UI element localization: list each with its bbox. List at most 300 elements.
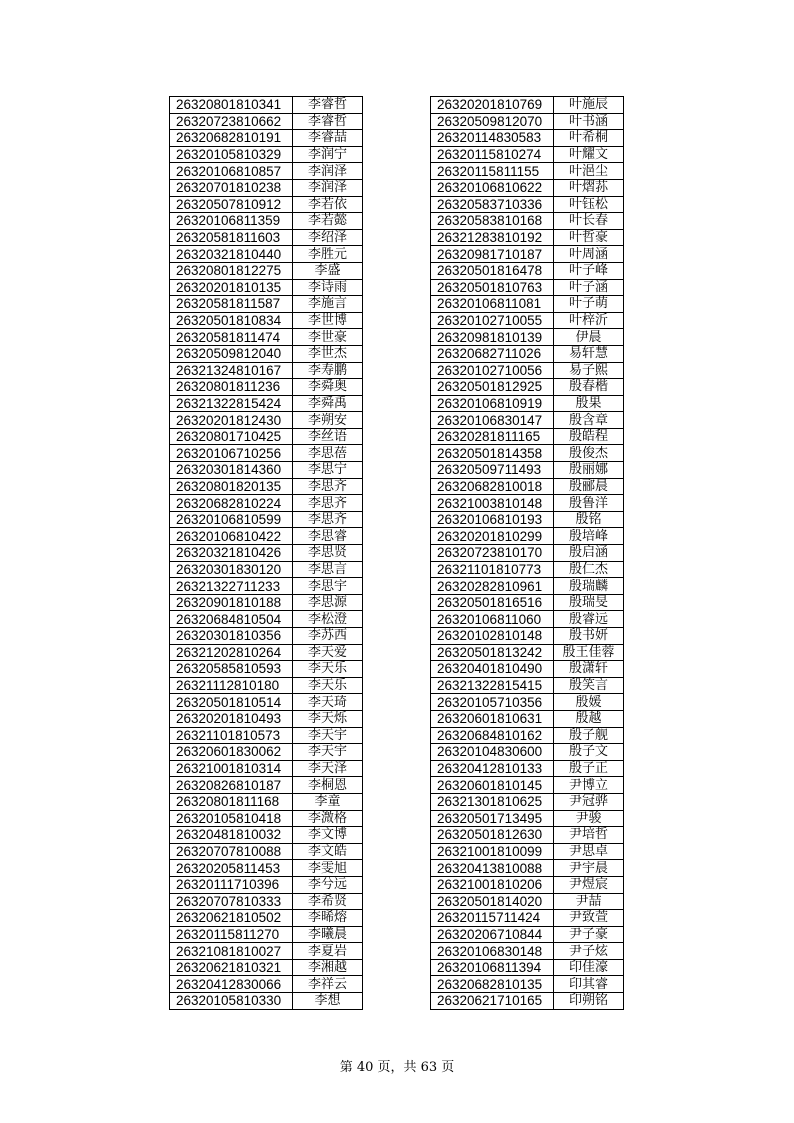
candidate-name-cell: 殷仁杰 (554, 561, 624, 578)
table-row (170, 163, 363, 180)
candidate-name-cell: 李思齐 (293, 478, 363, 495)
candidate-name-cell: 叶耀文 (554, 146, 624, 163)
candidate-id-cell: 26320104830600 (431, 744, 554, 761)
candidate-id-cell: 26321324810167 (170, 362, 293, 379)
candidate-name-cell: 叶哲豪 (554, 229, 624, 246)
table-row (431, 860, 624, 877)
candidate-name-cell: 李睿喆 (293, 130, 363, 147)
candidate-name-cell: 殷王佳蓉 (554, 644, 624, 661)
table-row (431, 528, 624, 545)
candidate-name-cell: 李寿鹏 (293, 362, 363, 379)
candidate-name-cell: 殷媛 (554, 694, 624, 711)
table-row (431, 428, 624, 445)
candidate-id-cell: 26320106811081 (431, 296, 554, 313)
candidate-id-cell: 26320507810912 (170, 196, 293, 213)
table-row (170, 727, 363, 744)
table-row (170, 777, 363, 794)
table-row (431, 279, 624, 296)
candidate-name-cell: 李童 (293, 793, 363, 810)
candidate-name-cell: 李世博 (293, 312, 363, 329)
table-row (170, 379, 363, 396)
candidate-id-cell: 26321001810314 (170, 760, 293, 777)
candidate-id-cell: 26320501813242 (431, 644, 554, 661)
table-row (431, 843, 624, 860)
candidate-id-cell: 26320707810333 (170, 893, 293, 910)
candidate-id-cell: 26320509812070 (431, 113, 554, 130)
candidate-id-cell: 26320111710396 (170, 876, 293, 893)
candidate-id-cell: 26320481810032 (170, 827, 293, 844)
candidate-name-cell: 李思言 (293, 561, 363, 578)
candidate-id-cell: 26320105810418 (170, 810, 293, 827)
table-row (170, 810, 363, 827)
candidate-name-cell: 李祥云 (293, 976, 363, 993)
candidate-name-cell: 李润泽 (293, 179, 363, 196)
candidate-id-cell: 26320621710165 (431, 993, 554, 1010)
table-row (431, 628, 624, 645)
candidate-name-cell: 李湘越 (293, 959, 363, 976)
candidate-name-cell: 李夏岩 (293, 943, 363, 960)
table-row (170, 296, 363, 313)
candidate-id-cell: 26321322711233 (170, 578, 293, 595)
candidate-id-cell: 26320106710256 (170, 445, 293, 462)
table-row (170, 760, 363, 777)
candidate-id-cell: 26320321810440 (170, 246, 293, 263)
candidate-id-cell: 26320723810170 (431, 545, 554, 562)
candidate-name-cell: 印佳濠 (554, 959, 624, 976)
table-row (431, 644, 624, 661)
table-row (170, 611, 363, 628)
table-row (431, 229, 624, 246)
candidate-id-cell: 26320201810299 (431, 528, 554, 545)
table-row (431, 710, 624, 727)
candidate-id-cell: 26320282810961 (431, 578, 554, 595)
candidate-name-cell: 李天烁 (293, 710, 363, 727)
candidate-name-cell: 李思贤 (293, 545, 363, 562)
table-row (431, 97, 624, 114)
candidate-name-cell: 李睿哲 (293, 113, 363, 130)
table-row (431, 611, 624, 628)
candidate-id-cell: 26320102810148 (431, 628, 554, 645)
table-row (170, 428, 363, 445)
table-row (170, 395, 363, 412)
candidate-name-cell: 李诗雨 (293, 279, 363, 296)
candidate-id-cell: 26320501814020 (431, 893, 554, 910)
candidate-id-cell: 26320201812430 (170, 412, 293, 429)
candidate-id-cell: 26321101810773 (431, 561, 554, 578)
candidate-name-cell: 殷郦晨 (554, 478, 624, 495)
table-row (170, 578, 363, 595)
table-row (431, 661, 624, 678)
candidate-name-cell: 殷含章 (554, 412, 624, 429)
candidate-name-cell: 李盛 (293, 262, 363, 279)
candidate-id-cell: 26320682810018 (431, 478, 554, 495)
candidate-id-cell: 26320981810139 (431, 329, 554, 346)
candidate-name-cell: 尹宇晨 (554, 860, 624, 877)
table-row (170, 196, 363, 213)
candidate-name-cell: 李若依 (293, 196, 363, 213)
candidate-id-cell: 26320105810330 (170, 993, 293, 1010)
table-row (170, 528, 363, 545)
candidate-name-cell: 李松澄 (293, 611, 363, 628)
candidate-name-cell: 叶钰松 (554, 196, 624, 213)
candidate-name-cell: 易子熙 (554, 362, 624, 379)
candidate-id-cell: 26320801810341 (170, 97, 293, 114)
table-row (431, 196, 624, 213)
candidate-id-cell: 26320501816516 (431, 594, 554, 611)
candidate-name-cell: 尹冠骅 (554, 793, 624, 810)
candidate-name-cell: 叶子峰 (554, 262, 624, 279)
table-row (170, 246, 363, 263)
candidate-name-cell: 李曦晨 (293, 926, 363, 943)
table-row (431, 379, 624, 396)
table-row (431, 910, 624, 927)
table-row (431, 495, 624, 512)
candidate-name-cell: 李润宁 (293, 146, 363, 163)
candidate-id-cell: 26320412830066 (170, 976, 293, 993)
candidate-id-cell: 26320106830148 (431, 943, 554, 960)
candidate-id-cell: 26320601810145 (431, 777, 554, 794)
candidate-id-cell: 26320707810088 (170, 843, 293, 860)
candidate-name-cell: 李天乐 (293, 677, 363, 694)
table-row (431, 545, 624, 562)
candidate-id-cell: 26320501812630 (431, 827, 554, 844)
candidate-name-cell: 殷鲁洋 (554, 495, 624, 512)
table-row (431, 677, 624, 694)
candidate-name-cell: 李雯旭 (293, 860, 363, 877)
candidate-name-cell: 李希贤 (293, 893, 363, 910)
candidate-id-cell: 26320583810168 (431, 213, 554, 230)
candidate-name-cell: 李思宁 (293, 462, 363, 479)
candidate-name-cell: 李天宇 (293, 727, 363, 744)
table-row (170, 213, 363, 230)
table-row (170, 827, 363, 844)
candidate-name-cell: 叶熠荪 (554, 179, 624, 196)
candidate-name-cell: 李世杰 (293, 345, 363, 362)
candidate-id-cell: 26320509812040 (170, 345, 293, 362)
table-row (170, 661, 363, 678)
candidate-name-cell: 李晞熔 (293, 910, 363, 927)
candidate-name-cell: 李若懿 (293, 213, 363, 230)
table-row (170, 893, 363, 910)
table-row (431, 926, 624, 943)
candidate-id-cell: 26320581811587 (170, 296, 293, 313)
candidate-id-cell: 26321001810206 (431, 876, 554, 893)
candidate-id-cell: 26320723810662 (170, 113, 293, 130)
candidate-name-cell: 李思齐 (293, 511, 363, 528)
table-row (170, 594, 363, 611)
candidate-id-cell: 26320106810422 (170, 528, 293, 545)
table-row (170, 113, 363, 130)
table-row (170, 843, 363, 860)
roster-table-right (430, 96, 624, 1010)
candidate-name-cell: 殷培峰 (554, 528, 624, 545)
table-row (431, 262, 624, 279)
table-row (431, 179, 624, 196)
candidate-name-cell: 殷春楷 (554, 379, 624, 396)
candidate-name-cell: 殷睿远 (554, 611, 624, 628)
candidate-name-cell: 李天宇 (293, 744, 363, 761)
candidate-id-cell: 26320106810622 (431, 179, 554, 196)
candidate-name-cell: 李施言 (293, 296, 363, 313)
table-row (170, 511, 363, 528)
candidate-name-cell: 殷俊杰 (554, 445, 624, 462)
candidate-name-cell: 殷铭 (554, 511, 624, 528)
table-row (431, 578, 624, 595)
table-row (170, 561, 363, 578)
table-row (431, 146, 624, 163)
candidate-id-cell: 26320106830147 (431, 412, 554, 429)
candidate-name-cell: 李思睿 (293, 528, 363, 545)
table-row (431, 345, 624, 362)
table-row (170, 478, 363, 495)
candidate-id-cell: 26320105710356 (431, 694, 554, 711)
table-row (431, 561, 624, 578)
candidate-id-cell: 26320501810763 (431, 279, 554, 296)
table-row (170, 860, 363, 877)
candidate-name-cell: 殷潇轩 (554, 661, 624, 678)
candidate-id-cell: 26320901810188 (170, 594, 293, 611)
candidate-id-cell: 26320201810493 (170, 710, 293, 727)
table-row (431, 445, 624, 462)
candidate-name-cell: 尹子炫 (554, 943, 624, 960)
table-row (431, 959, 624, 976)
candidate-name-cell: 李苏西 (293, 628, 363, 645)
table-row (170, 976, 363, 993)
candidate-name-cell: 殷丽娜 (554, 462, 624, 479)
candidate-id-cell: 26321322815415 (431, 677, 554, 694)
candidate-name-cell: 殷书妍 (554, 628, 624, 645)
candidate-name-cell: 易轩慧 (554, 345, 624, 362)
table-row (170, 412, 363, 429)
candidate-id-cell: 26321001810099 (431, 843, 554, 860)
table-row (170, 644, 363, 661)
table-row (431, 296, 624, 313)
candidate-id-cell: 26320205811453 (170, 860, 293, 877)
candidate-name-cell: 李想 (293, 993, 363, 1010)
table-row (170, 694, 363, 711)
table-row (431, 694, 624, 711)
candidate-name-cell: 殷瑞旻 (554, 594, 624, 611)
candidate-id-cell: 26320106810857 (170, 163, 293, 180)
candidate-name-cell: 李文博 (293, 827, 363, 844)
candidate-id-cell: 26321322815424 (170, 395, 293, 412)
table-row (431, 760, 624, 777)
candidate-id-cell: 26320401810490 (431, 661, 554, 678)
candidate-id-cell: 26320826810187 (170, 777, 293, 794)
candidate-name-cell: 尹思卓 (554, 843, 624, 860)
table-row (431, 594, 624, 611)
candidate-id-cell: 26320106811060 (431, 611, 554, 628)
table-row (170, 926, 363, 943)
candidate-name-cell: 殷皓程 (554, 428, 624, 445)
candidate-id-cell: 26320114830583 (431, 130, 554, 147)
candidate-id-cell: 26320501812925 (431, 379, 554, 396)
candidate-id-cell: 26320501713495 (431, 810, 554, 827)
table-row (170, 97, 363, 114)
candidate-id-cell: 26321283810192 (431, 229, 554, 246)
candidate-name-cell: 李天泽 (293, 760, 363, 777)
candidate-id-cell: 26320201810769 (431, 97, 554, 114)
candidate-name-cell: 李润泽 (293, 163, 363, 180)
candidate-name-cell: 尹骏 (554, 810, 624, 827)
candidate-id-cell: 26320301810356 (170, 628, 293, 645)
table-row (431, 362, 624, 379)
candidate-name-cell: 李胜元 (293, 246, 363, 263)
candidate-id-cell: 26320801710425 (170, 428, 293, 445)
candidate-id-cell: 26320684810162 (431, 727, 554, 744)
candidate-id-cell: 26320621810502 (170, 910, 293, 927)
candidate-name-cell: 叶子涵 (554, 279, 624, 296)
candidate-id-cell: 26321003810148 (431, 495, 554, 512)
candidate-name-cell: 殷启涵 (554, 545, 624, 562)
table-row (170, 677, 363, 694)
candidate-name-cell: 殷子正 (554, 760, 624, 777)
candidate-name-cell: 李睿哲 (293, 97, 363, 114)
candidate-id-cell: 26320206710844 (431, 926, 554, 943)
table-row (170, 993, 363, 1010)
candidate-id-cell: 26320801812275 (170, 262, 293, 279)
table-row (170, 279, 363, 296)
candidate-id-cell: 26320301814360 (170, 462, 293, 479)
table-row (170, 710, 363, 727)
candidate-name-cell: 叶希桐 (554, 130, 624, 147)
table-row (170, 362, 363, 379)
candidate-name-cell: 殷越 (554, 710, 624, 727)
table-row (170, 329, 363, 346)
candidate-name-cell: 尹博立 (554, 777, 624, 794)
table-row (170, 876, 363, 893)
table-row (431, 395, 624, 412)
candidate-name-cell: 尹喆 (554, 893, 624, 910)
candidate-id-cell: 26320281811165 (431, 428, 554, 445)
table-row (170, 495, 363, 512)
candidate-name-cell: 殷子文 (554, 744, 624, 761)
candidate-name-cell: 伊晨 (554, 329, 624, 346)
table-row (170, 793, 363, 810)
candidate-id-cell: 26320682810191 (170, 130, 293, 147)
table-row (170, 179, 363, 196)
table-row (431, 130, 624, 147)
candidate-name-cell: 印其睿 (554, 976, 624, 993)
candidate-id-cell: 26320106810919 (431, 395, 554, 412)
candidate-name-cell: 李天乐 (293, 661, 363, 678)
candidate-id-cell: 26320581811603 (170, 229, 293, 246)
table-row (431, 511, 624, 528)
table-row (431, 478, 624, 495)
table-row (170, 312, 363, 329)
table-row (431, 810, 624, 827)
table-row (170, 943, 363, 960)
table-row (431, 727, 624, 744)
candidate-id-cell: 26320981710187 (431, 246, 554, 263)
roster-table-left (169, 96, 363, 1010)
table-row (431, 113, 624, 130)
candidate-name-cell: 尹子豪 (554, 926, 624, 943)
table-row (431, 213, 624, 230)
candidate-name-cell: 李思宇 (293, 578, 363, 595)
candidate-id-cell: 26320321810426 (170, 545, 293, 562)
candidate-name-cell: 殷瑞麟 (554, 578, 624, 595)
candidate-name-cell: 李天爱 (293, 644, 363, 661)
table-row (431, 412, 624, 429)
candidate-id-cell: 26320106810599 (170, 511, 293, 528)
candidate-id-cell: 26320501814358 (431, 445, 554, 462)
page-footer: 第 40 页，共 63 页 (339, 1060, 455, 1075)
candidate-id-cell: 26320412810133 (431, 760, 554, 777)
candidate-id-cell: 26320801811236 (170, 379, 293, 396)
candidate-name-cell: 李兮远 (293, 876, 363, 893)
table-row (431, 827, 624, 844)
table-row (170, 744, 363, 761)
candidate-id-cell: 26320106810193 (431, 511, 554, 528)
table-row (431, 976, 624, 993)
table-row (431, 744, 624, 761)
candidate-name-cell: 叶施辰 (554, 97, 624, 114)
candidate-id-cell: 26320682810135 (431, 976, 554, 993)
candidate-name-cell: 李文皓 (293, 843, 363, 860)
candidate-id-cell: 26320413810088 (431, 860, 554, 877)
candidate-id-cell: 26321112810180 (170, 677, 293, 694)
candidate-id-cell: 26320501810834 (170, 312, 293, 329)
candidate-name-cell: 印朔铭 (554, 993, 624, 1010)
table-row (170, 445, 363, 462)
candidate-name-cell: 叶子萌 (554, 296, 624, 313)
table-row (431, 793, 624, 810)
candidate-name-cell: 李舜禹 (293, 395, 363, 412)
candidate-id-cell: 26320801811168 (170, 793, 293, 810)
candidate-id-cell: 26320583710336 (431, 196, 554, 213)
candidate-id-cell: 26320106811359 (170, 213, 293, 230)
candidate-id-cell: 26320102710056 (431, 362, 554, 379)
candidate-id-cell: 26320201810135 (170, 279, 293, 296)
candidate-id-cell: 26321202810264 (170, 644, 293, 661)
candidate-id-cell: 26320115810274 (431, 146, 554, 163)
candidate-id-cell: 26320601830062 (170, 744, 293, 761)
candidate-id-cell: 26320115711424 (431, 910, 554, 927)
candidate-name-cell: 李桐恩 (293, 777, 363, 794)
table-row (431, 163, 624, 180)
candidate-name-cell: 李思源 (293, 594, 363, 611)
table-row (431, 329, 624, 346)
candidate-id-cell: 26320106811394 (431, 959, 554, 976)
candidate-id-cell: 26320684810504 (170, 611, 293, 628)
table-row (431, 893, 624, 910)
table-row (431, 462, 624, 479)
candidate-id-cell: 26320621810321 (170, 959, 293, 976)
table-row (170, 130, 363, 147)
table-row (170, 959, 363, 976)
table-row (170, 545, 363, 562)
candidate-name-cell: 叶周涵 (554, 246, 624, 263)
table-row (431, 312, 624, 329)
candidate-name-cell: 尹培哲 (554, 827, 624, 844)
table-row (431, 943, 624, 960)
candidate-name-cell: 叶长春 (554, 213, 624, 230)
candidate-name-cell: 李朔安 (293, 412, 363, 429)
table-row (170, 910, 363, 927)
table-row (431, 876, 624, 893)
candidate-id-cell: 26320585810593 (170, 661, 293, 678)
candidate-id-cell: 26320682711026 (431, 345, 554, 362)
candidate-id-cell: 26320115811270 (170, 926, 293, 943)
candidate-id-cell: 26321101810573 (170, 727, 293, 744)
candidate-id-cell: 26321081810027 (170, 943, 293, 960)
candidate-name-cell: 殷果 (554, 395, 624, 412)
candidate-name-cell: 尹煜宸 (554, 876, 624, 893)
candidate-id-cell: 26320701810238 (170, 179, 293, 196)
table-row (170, 146, 363, 163)
candidate-id-cell: 26320682810224 (170, 495, 293, 512)
